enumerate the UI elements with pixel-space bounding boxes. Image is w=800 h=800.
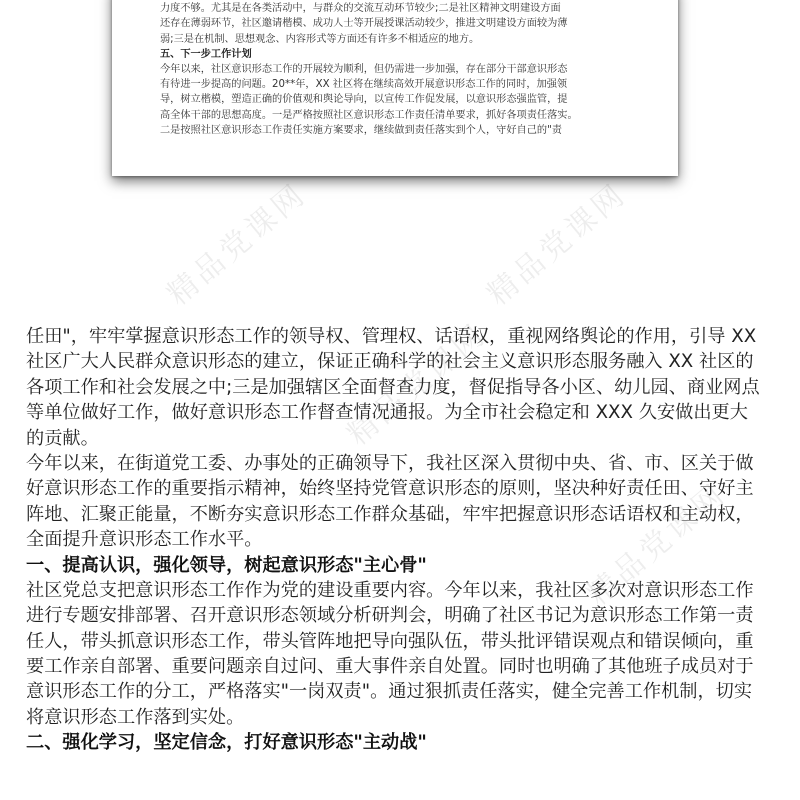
text-line: 社区党总支把意识形态工作作为党的建设重要内容。今年以来，我社区多次对意识形态工作: [26, 579, 754, 601]
section-heading: 二、强化学习，坚定信念，打好意识形态"主动战": [26, 732, 427, 754]
text-line: 还存在薄弱环节，社区邀请楷模、成功人士等开展授课活动较少，推进文明建设方面较为薄: [160, 18, 568, 30]
text-line: 任人，带头抓意识形态工作，带头管阵地把导向强队伍，带头批评错误观点和错误倾向，重: [26, 630, 754, 652]
watermark: 精品党课网: [580, 476, 734, 613]
section-heading: 五、下一步工作计划: [160, 48, 252, 60]
text-line: 进行专题安排部署、召开意识形态领域分析研判会，明确了社区书记为意识形态工作第一责: [26, 605, 754, 627]
text-line: 各项工作和社会发展之中;三是加强辖区全面督查力度，督促指导各小区、幼儿园、商业网点: [26, 376, 760, 398]
text-line: 意识形态工作的分工，严格落实"一岗双责"。通过狠抓责任落实，健全完善工作机制，切实: [26, 681, 753, 703]
watermark: 精品党课网: [480, 176, 634, 313]
preview-card-text: [160, 0, 632, 138]
text-line: 阵地、汇聚正能量，不断夯实意识形态工作群众基础，牢牢把握意识形态话语权和主动权，: [26, 503, 754, 525]
text-line: 的贡献。: [26, 427, 99, 449]
text-line: 今年以来，在街道党工委、办事处的正确领导下，我社区深入贯彻中央、省、市、区关于做: [26, 452, 754, 474]
preview-area: [0, 0, 800, 313]
document-body: [26, 324, 786, 756]
text-line: 全面提升意识形态工作水平。: [26, 529, 263, 551]
text-line: 有待进一步提高的问题。20**年，XX 社区将在继续高效开展意识形态工作的同时，加强领: [160, 79, 568, 91]
watermark: 精品党课网: [160, 176, 314, 313]
text-line: 要工作亲自部署、重要问题亲自过问、重大事件亲自处置。同时也明确了其他班子成员对于: [26, 656, 754, 678]
text-line: 力度不够。尤其是在各类活动中，与群众的交流互动环节较少;二是社区精神文明建设方面: [160, 3, 561, 15]
text-line: 导，树立楷模，塑造正确的价值观和舆论导向，以宣传工作促发展，以意识形态强监管，提: [160, 94, 568, 106]
text-line: 等单位做好工作，做好意识形态工作督查情况通报。为全市社会稳定和 XXX 久安做出更大: [26, 402, 748, 424]
section-heading: 一、提高认识，强化领导，树起意识形态"主心骨": [26, 554, 427, 576]
text-line: 将意识形态工作落到实处。: [26, 706, 245, 728]
text-line: 任田"，牢牢掌握意识形态工作的领导权、管理权、话语权，重视网络舆论的作用，引导 XX: [26, 326, 757, 347]
text-line: 社区广大人民群众意识形态的建立，保证正确科学的社会主义意识形态服务融入 XX 社区的: [26, 351, 754, 373]
watermark: 精品党课网: [340, 316, 494, 453]
text-line: 高全体干部的思想高度。一是严格按照社区意识形态工作责任清单要求，抓好各项责任落实。: [160, 109, 578, 121]
text-line: 今年以来，社区意识形态工作的开展较为顺利，但仍需进一步加强，存在部分干部意识形态: [160, 63, 568, 75]
document-preview-card: [112, 0, 678, 176]
text-line: 二是按照社区意识形态工作责任实施方案要求，继续做到责任落实到个人，守好自己的"责: [160, 124, 562, 136]
text-line: 好意识形态工作的重要指示精神，始终坚持党管意识形态的原则，坚决种好责任田、守好主: [26, 478, 754, 500]
text-line: 弱;三是在机制、思想观念、内容形式等方面还有许多不相适应的地方。: [160, 33, 480, 45]
